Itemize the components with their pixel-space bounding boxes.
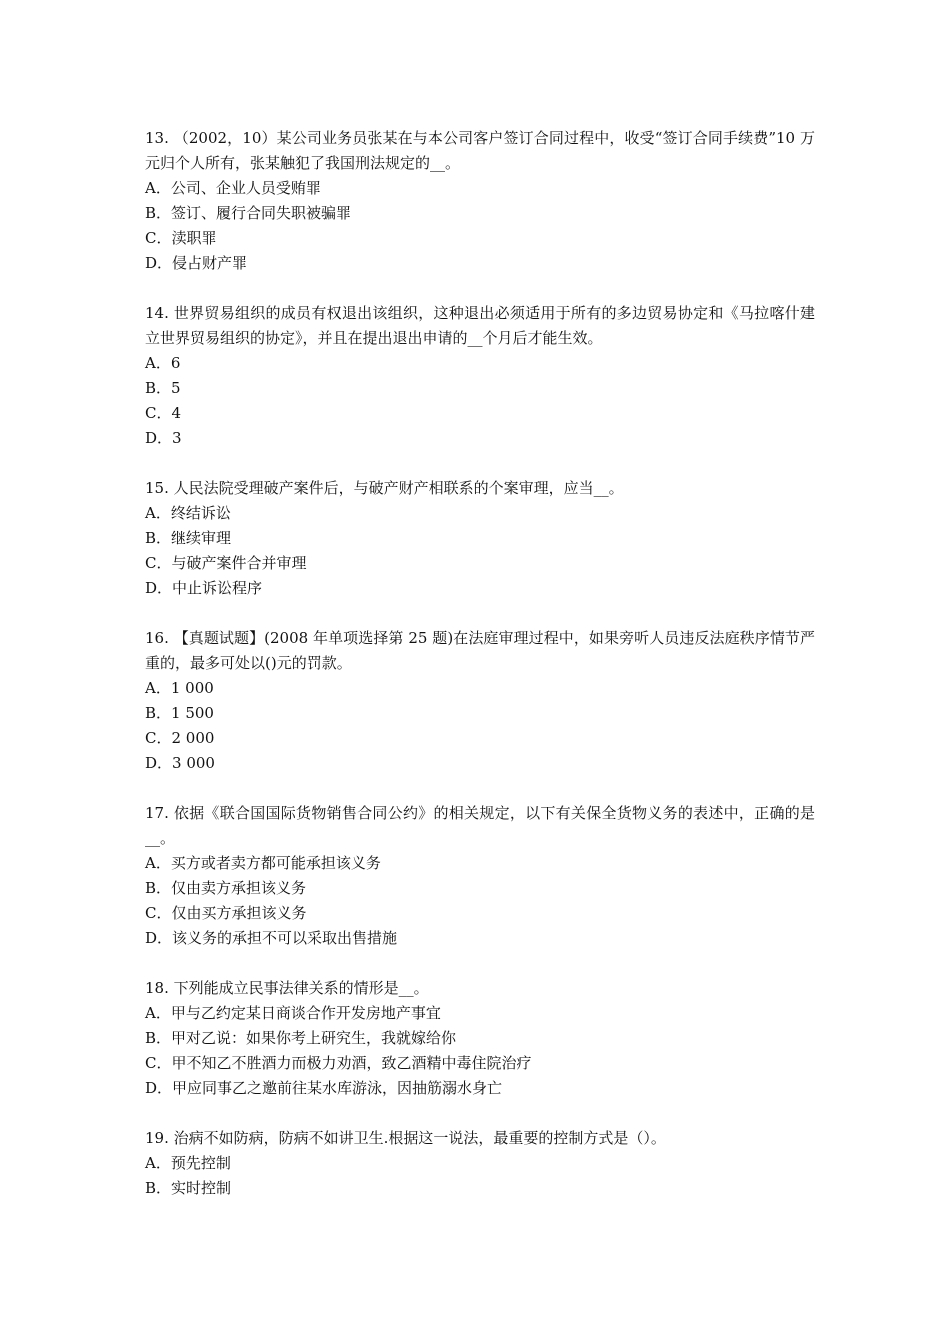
option-d: D．中止诉讼程序 (145, 579, 263, 597)
option-a: A．终结诉讼 (145, 504, 231, 522)
option-list (145, 176, 815, 276)
question-14 (145, 301, 815, 451)
option-a: A．1 000 (145, 679, 214, 697)
option-c: C．仅由买方承担该义务 (145, 904, 307, 922)
option-b: B．5 (145, 379, 181, 397)
question-text: 19. 治病不如防病，防病不如讲卫生.根据这一说法，最重要的控制方式是（）。 (145, 1129, 666, 1147)
option-list (145, 851, 815, 951)
option-list (145, 676, 815, 776)
option-d: D．该义务的承担不可以采取出售措施 (145, 929, 398, 947)
question-text: 15. 人民法院受理破产案件后，与破产财产相联系的个案审理，应当__。 (145, 479, 624, 497)
option-a: A．公司、企业人员受贿罪 (145, 179, 321, 197)
question-text: 14. 世界贸易组织的成员有权退出该组织，这种退出必须适用于所有的多边贸易协定和《马拉喀什建立世界贸易组织的协定》，并且在提出退出申请的__个月后才能生效。 (145, 304, 815, 347)
option-list (145, 1001, 815, 1101)
option-c: C．4 (145, 404, 182, 422)
option-b: B．继续审理 (145, 529, 232, 547)
option-a: A．预先控制 (145, 1154, 231, 1172)
option-c: C．2 000 (145, 729, 215, 747)
option-b: B．仅由卖方承担该义务 (145, 879, 307, 897)
option-c: C．甲不知乙不胜酒力而极力劝酒，致乙酒精中毒住院治疗 (145, 1054, 532, 1072)
question-text: 13. （2002，10）某公司业务员张某在与本公司客户签订合同过程中，收受“签订合同手续费”10 万元归个人所有，张某触犯了我国刑法规定的__。 (145, 129, 815, 172)
question-text: 17. 依据《联合国国际货物销售合同公约》的相关规定，以下有关保全货物义务的表述中，正确的是__。 (145, 804, 815, 847)
option-d: D．甲应同事乙之邀前往某水库游泳，因抽筋溺水身亡 (145, 1079, 503, 1097)
option-b: B．实时控制 (145, 1179, 232, 1197)
option-list (145, 1151, 815, 1201)
option-d: D．侵占财产罪 (145, 254, 248, 272)
question-text: 18. 下列能成立民事法律关系的情形是__。 (145, 979, 429, 997)
option-a: A．6 (145, 354, 181, 372)
question-13 (145, 126, 815, 276)
question-19 (145, 1126, 815, 1201)
option-c: C．渎职罪 (145, 229, 217, 247)
option-d: D．3 000 (145, 754, 215, 772)
option-list (145, 501, 815, 601)
question-18 (145, 976, 815, 1101)
question-17 (145, 801, 815, 951)
question-15 (145, 476, 815, 601)
question-text: 16. 【真题试题】(2008 年单项选择第 25 题)在法庭审理过程中，如果旁听人员违反法庭秩序情节严重的，最多可处以()元的罚款。 (145, 629, 815, 672)
option-b: B．签订、履行合同失职被骗罪 (145, 204, 352, 222)
option-a: A．买方或者卖方都可能承担该义务 (145, 854, 381, 872)
option-c: C．与破产案件合并审理 (145, 554, 307, 572)
question-16 (145, 626, 815, 776)
option-a: A．甲与乙约定某日商谈合作开发房地产事宜 (145, 1004, 441, 1022)
option-list (145, 351, 815, 451)
question-list (145, 126, 815, 1226)
option-d: D．3 (145, 429, 182, 447)
option-b: B．1 500 (145, 704, 214, 722)
option-b: B．甲对乙说：如果你考上研究生，我就嫁给你 (145, 1029, 457, 1047)
